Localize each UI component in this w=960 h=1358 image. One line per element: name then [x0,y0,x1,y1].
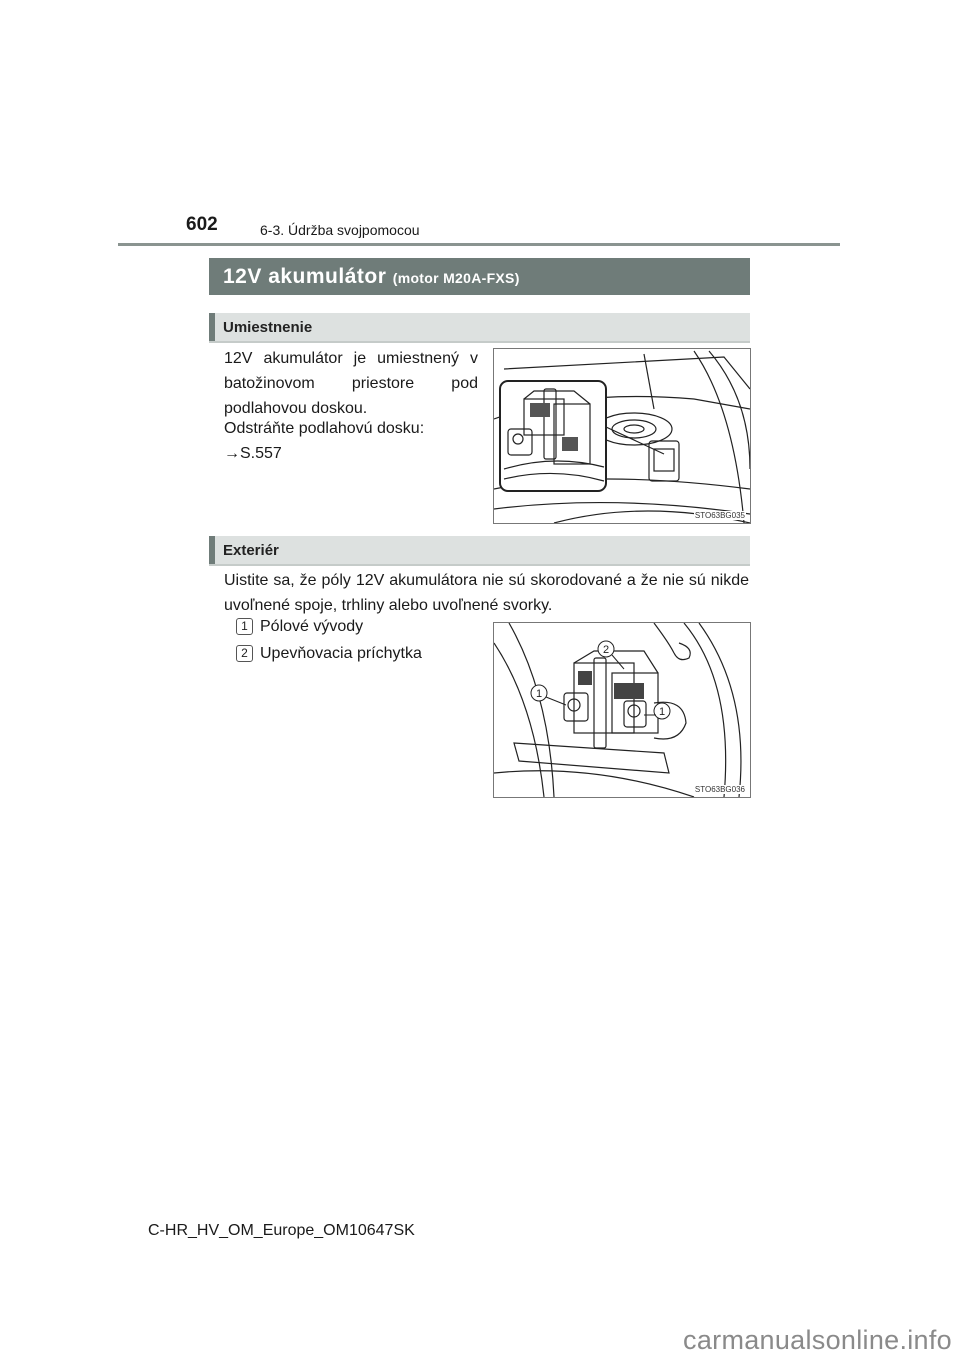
page-reference-number: S.557 [240,445,282,462]
footer-doc-id: C-HR_HV_OM_Europe_OM10647SK [148,1222,415,1239]
location-paragraph: 12V akumulátor je umiestnený v batožinovom priestore pod podlahovou doskou. [224,350,478,417]
header-divider [118,243,840,246]
luggage-compartment-illustration [494,349,750,523]
page-reference[interactable] [224,441,478,466]
section-title-main: 12V akumulátor [223,265,387,288]
figure-battery-exterior [493,622,751,798]
subheading-exterior-label: Exteriér [223,542,279,559]
subheading-accent [209,313,215,341]
legend-item-clamp: Upevňovacia príchytka [260,645,422,662]
callout-1-right: 1 [658,706,666,718]
exterior-paragraph: Uistite sa, že póly 12V akumulátora nie sú skorodované a že nie sú nikde uvoľnené spoje, trhliny alebo uvoľnené svorky. [224,572,749,614]
section-title-sub: (motor M20A-FXS) [392,270,520,286]
callout-number-icon: 1 [236,618,253,635]
remove-board-paragraph [224,416,478,466]
figure-code: STO63BG036 [694,785,745,794]
breadcrumb: 6-3. Údržba svojpomocou [260,222,420,238]
battery-closeup-illustration [494,623,750,797]
callout-2: 2 [602,644,610,656]
subheading-accent [209,536,215,564]
watermark: carmanualsonline.info [683,1325,952,1355]
figure-code: STO63BG035 [694,511,745,520]
section-title [223,265,520,289]
callout-number-icon: 2 [236,645,253,662]
arrow-right-icon: → [224,445,240,462]
subheading-location [209,313,750,343]
figure-battery-location [493,348,751,524]
subheading-location-label: Umiestnenie [223,319,313,336]
section-title-bar [209,258,750,295]
page-number: 602 [186,214,218,235]
subheading-exterior [209,536,750,566]
remove-board-text: Odstráňte podlahovú dosku: [224,420,425,437]
legend-item-terminals: Pólové vývody [260,618,364,635]
callout-1-left: 1 [535,688,543,700]
